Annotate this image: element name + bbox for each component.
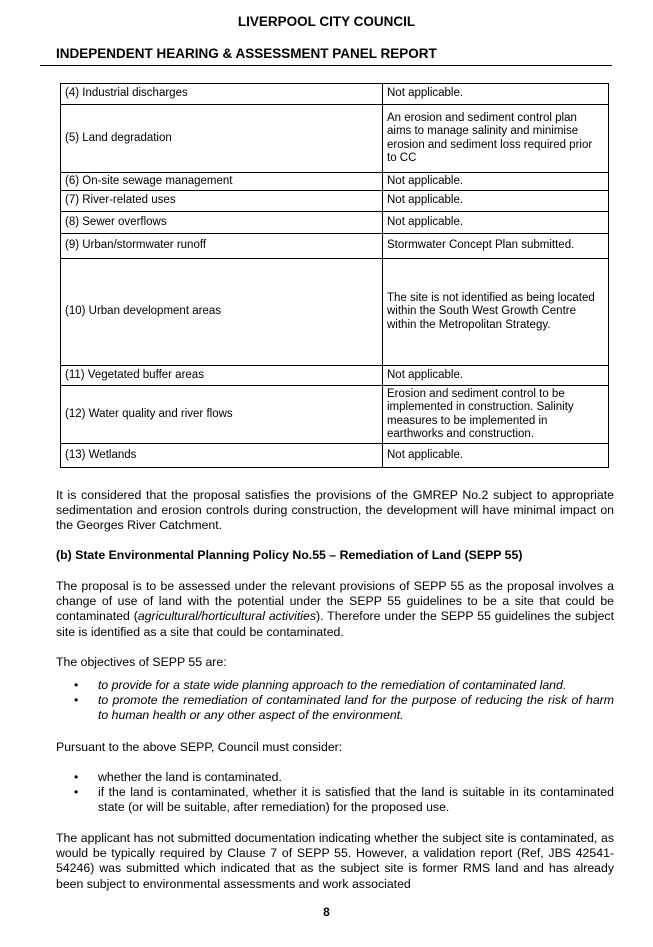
pursuant-lead: Pursuant to the above SEPP, Council must consider: <box>56 740 343 754</box>
table-cell-comment: Not applicable. <box>383 173 609 191</box>
sepp55-intro-text-a: The proposal is to be assessed under the relevant provisions of SEPP 55 as the proposal involves a change of use of land with the potential under the SEPP 55 guidelines to be a site that could be contaminated ( <box>56 579 614 624</box>
list-item <box>56 785 614 815</box>
table-cell-item: (8) Sewer overflows <box>61 212 383 234</box>
table-row <box>61 173 609 191</box>
sepp55-intro-italic: agricultural/horticultural activities <box>137 609 316 624</box>
table-row <box>61 386 609 444</box>
sepp55-intro-text-b: ). Therefore under the SEPP 55 guidelines the subject site is identified as a site that could be contaminated. <box>56 609 614 639</box>
table-row <box>61 259 609 366</box>
table-cell-comment: Erosion and sediment control to be implemented in construction. Salinity measures to be implemented in earthworks and construction. <box>383 386 609 444</box>
sepp55-heading: (b) State Environmental Planning Policy No.55 – Remediation of Land (SEPP 55) <box>56 548 523 562</box>
table-cell-comment: Not applicable. <box>383 366 609 386</box>
objective-text: to promote the remediation of contaminated land for the purpose of reducing the risk of harm to human health or any other aspect of the environment. <box>98 693 614 723</box>
table-cell-comment: An erosion and sediment control plan aims to manage salinity and minimise erosion and sediment loss required prior to CC <box>383 105 609 173</box>
applicant-paragraph: The applicant has not submitted documentation indicating whether the subject site is contaminated, as would be typically required by Clause 7 of SEPP 55. However, a validation report (Ref, JBS 42541-54246) was submitted which indicated that as the subject site is former RMS land and has already been subject to environmental assessments and work associated <box>56 831 614 891</box>
table-cell-item: (6) On-site sewage management <box>61 173 383 191</box>
gmrep-conclusion-paragraph: It is considered that the proposal satisfies the provisions of the GMREP No.2 subject to appropriate sedimentation and erosion controls during construction, the development will have minimal impact on the Georges River Catchment. <box>56 488 614 533</box>
table-row <box>61 191 609 212</box>
consideration-text: whether the land is contaminated. <box>98 770 282 784</box>
list-item <box>56 693 614 723</box>
report-title: INDEPENDENT HEARING & ASSESSMENT PANEL REPORT <box>56 46 437 61</box>
list-item <box>56 770 614 785</box>
table-cell-comment: Not applicable. <box>383 191 609 212</box>
table-row <box>61 105 609 173</box>
table-row <box>61 234 609 259</box>
table-cell-item: (11) Vegetated buffer areas <box>61 366 383 386</box>
consideration-text: if the land is contaminated, whether it is satisfied that the land is suitable in its contaminated state (or will be suitable, after remediation) for the proposed use. <box>98 785 614 815</box>
table-cell-comment: Not applicable. <box>383 444 609 468</box>
header-divider <box>40 65 612 66</box>
bullet-icon: • <box>74 785 79 800</box>
table-cell-item: (13) Wetlands <box>61 444 383 468</box>
table-cell-item: (7) River-related uses <box>61 191 383 212</box>
table-cell-comment: Not applicable. <box>383 212 609 234</box>
objectives-list <box>56 678 614 724</box>
page-number: 8 <box>323 905 330 919</box>
bullet-icon: • <box>74 693 79 708</box>
objective-text: to provide for a state wide planning approach to the remediation of contaminated land. <box>98 678 567 692</box>
table-row <box>61 84 609 105</box>
objectives-lead: The objectives of SEPP 55 are: <box>56 655 227 669</box>
sepp55-intro-paragraph <box>56 579 614 640</box>
gmrep-provisions-table <box>60 83 609 468</box>
council-name: LIVERPOOL CITY COUNCIL <box>237 14 416 29</box>
table-cell-comment: The site is not identified as being located within the South West Growth Centre within the Metropolitan Strategy. <box>383 259 609 366</box>
bullet-icon: • <box>74 770 79 784</box>
table-cell-comment: Stormwater Concept Plan submitted. <box>383 234 609 259</box>
table-cell-item: (5) Land degradation <box>61 105 383 173</box>
table-row <box>61 444 609 468</box>
table-row <box>61 212 609 234</box>
table-cell-item: (4) Industrial discharges <box>61 84 383 105</box>
table-cell-item: (10) Urban development areas <box>61 259 383 366</box>
considerations-list <box>56 770 614 816</box>
table-row <box>61 366 609 386</box>
table-cell-item: (12) Water quality and river flows <box>61 386 383 444</box>
table-cell-item: (9) Urban/stormwater runoff <box>61 234 383 259</box>
bullet-icon: • <box>74 678 79 692</box>
table-cell-comment: Not applicable. <box>383 84 609 105</box>
list-item <box>56 678 614 693</box>
